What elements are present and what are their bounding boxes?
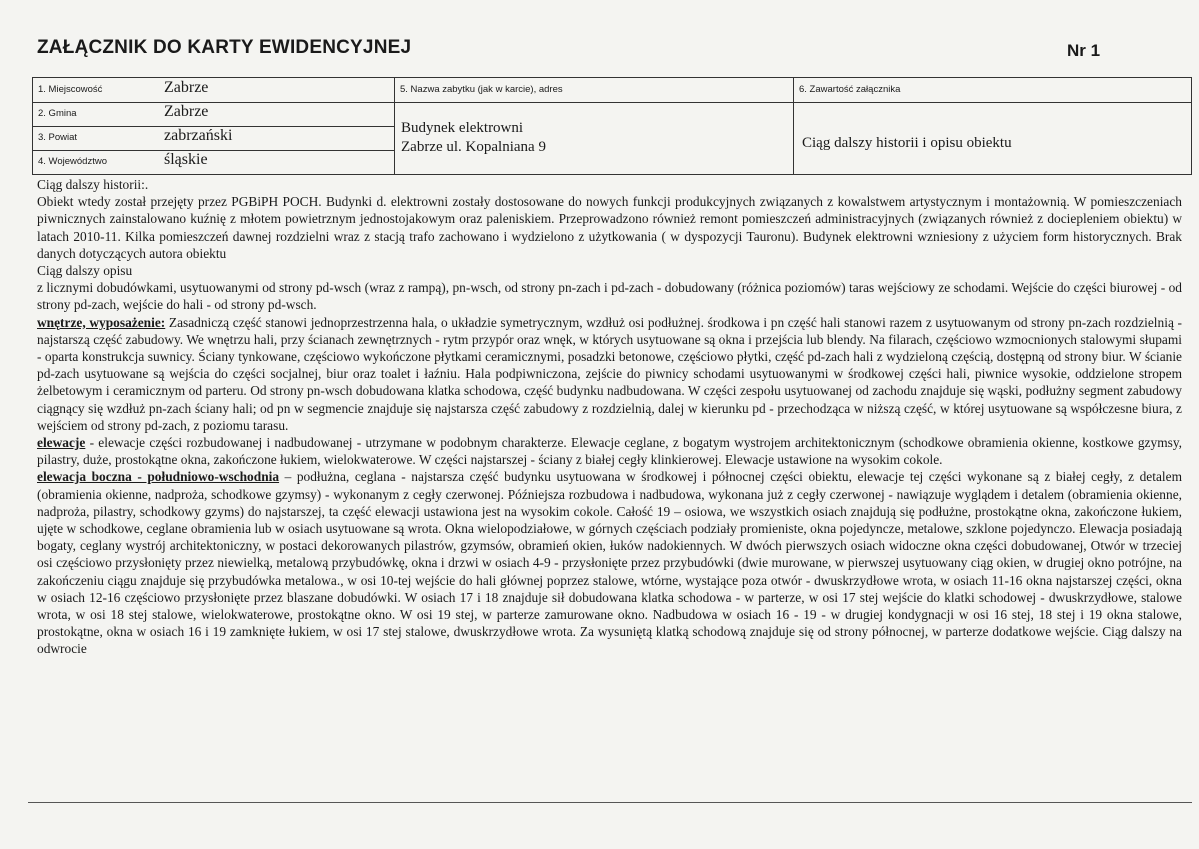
document-body — [37, 176, 1182, 658]
field-miejscowosc — [33, 78, 394, 103]
description-heading: Ciąg dalszy opisu — [37, 263, 133, 279]
history-text: Obiekt wtedy został przejęty przez PGBiPH POCH. Budynki d. elektrowni zostały dostosowane do nowych funkcji produkcyjnych związanych z kowalstwem artystycznym i montażownią. W pomieszczeniach piwnicznych zainstalowano kuźnię z młotem powietrznym jednostojakowym oraz paleniskiem. Przeprowadzono również remont pomieszczeń administracyjnych (związanych również z dociepleniem obiektu) w latach 2010-11. Kilka pomieszczeń dawnej rozdzielni wraz z stacją trafo zachowano i wydzielono z użytkowania ( w dyspozycji Tauronu). Budynek elektrowni wzniesiony z użyciem form historycznych. Brak danych dotyczących autora obiektu — [37, 194, 1182, 261]
monument-name-address — [401, 119, 546, 157]
attachment-label: 6. Zawartość załącznika — [799, 84, 901, 95]
side-elevation-heading: elewacja boczna - południowo-wschodnia — [37, 469, 280, 485]
divider — [794, 102, 1191, 103]
monument-label: 5. Nazwa zabytku (jak w karcie), adres — [400, 84, 563, 95]
monument-column — [395, 78, 794, 174]
history-heading: Ciąg dalszy historii:. — [37, 177, 149, 192]
field-label: 4. Województwo — [38, 156, 107, 167]
divider — [395, 102, 793, 103]
attachment-column — [794, 78, 1191, 174]
elevations-paragraph — [37, 434, 1182, 468]
bottom-rule — [28, 802, 1192, 803]
attachment-content: Ciąg dalszy historii i opisu obiektu — [802, 135, 1012, 151]
field-label: 2. Gmina — [38, 108, 77, 119]
elevations-text: - elewacje części rozbudowanej i nadbudowanej - utrzymane w podobnym charakterze. Elewacje ceglane, z bogatym wystrojem architektonicznym (schodkowe obramienia okienne, kostkowe gzymsy, pilastry, duże, prostokątne okna, zakończone łukiem, wielokwaterowe. W części najstarszej - ściany z białej cegły klinkierowej. Elewacje ustawione na wysokim cokole. — [37, 435, 1182, 468]
field-value: zabrzański — [164, 127, 233, 144]
interior-text: Zasadniczą część stanowi jednoprzestrzenna hala, o układzie symetrycznym, wzdłuż osi podłużnej. środkowa i pn część hali stanowi razem z usytuowanym od strony pn-zach rozdzielnią - najstarszą część zabudowy. We wnętrzu hali, przy ścianach zewnętrznych - rytm przypór oraz wnęk, w których usytuowane są okna i przejścia lub blendy. Na filarach, częściowo wzmocnionych stalowymi słupami - oparta konstrukcja suwnicy. Ściany tynkowane, częściowo wykończone płytkami ceramicznymi, posadzki betonowe, częściowo płytki, część pd-zach hali z wydzieloną częścią, dostępną od strony biur. W ścianie pd-zach usytuowane są wejścia do części socjalnej, biur oraz toalet i łaźniu. Hala podpiwniczona, zejście do piwnicy schodami usytuowanymi w środkowej części hali, piwnice wysokie, oddzielone stropem żelbetowym i ceramicznym od parteru. Od strony pn-wsch dobudowana klatka schodowa, część budynku nadbudowana. W części zespołu usytuowanej od zachodu znajduje się wąski, podłużny segment zabudowy ciągnący się wzdłuż pn-zach ściany hali; od pn w segmencie znajduje się najstarsza część zabudowy z rozdzielnią, dalej w kierunku pd - przechodząca w niższą część, w której usytuowane są współczesne biura, z wejściem od strony pd-zach, z poziomu tarasu. — [37, 314, 1182, 433]
field-value: Zabrze — [164, 103, 209, 120]
document-number: Nr 1 — [1067, 41, 1101, 60]
interior-paragraph — [37, 314, 1182, 434]
elevations-heading: elewacje — [37, 435, 86, 451]
field-label: 3. Powiat — [38, 132, 78, 143]
description-text: z licznymi dobudówkami, usytuowanymi od strony pd-wsch (wraz z rampą), pn-wsch, od strony pn-zach i pd-zach - dobudowany (różnica poziomów) taras wejściowy ze schodami. Wejście do części biurowej - od strony pd-zach, wejście do hali - od strony pd-wsch. — [37, 280, 1182, 313]
field-gmina — [33, 102, 394, 127]
field-value: Zabrze — [164, 79, 209, 96]
location-column — [33, 78, 395, 174]
interior-heading: wnętrze, wyposażenie: — [37, 314, 166, 330]
document-title: ZAŁĄCZNIK DO KARTY EWIDENCYJNEJ — [37, 37, 412, 58]
field-wojewodztwo — [33, 150, 394, 174]
monument-name: Budynek elektrowni — [401, 120, 524, 136]
field-powiat — [33, 126, 394, 151]
header-table — [32, 77, 1192, 175]
monument-address: Zabrze ul. Kopalniana 9 — [401, 139, 546, 155]
side-elevation-paragraph — [37, 468, 1182, 657]
side-elevation-text: – podłużna, ceglana - najstarsza część budynku usytuowana w środkowej i północnej części obiektu, elewacje tej części wykonane są z białej cegły, z detalem (obramienia okienne, nadproża, schodkowe gzymsy) - wykonanym z cegły czerwonej. Późniejsza rozbudowa i nadbudowa, wykonana już z cegły czerwonej - nawiązuje wyglądem i detalem (obramienia okienne, nadproża, pilastry, schodkowy gzyms) do najstarszej, ta część elewacji ustawiona jest na wysokim cokole. Całość 19 – osiowa, we wszystkich osiach znajdują się podłużne, prostokątne okna, zakończone łukiem, ujęte w schodkowe, ceglane obramienia lub w osiach usytuowane są wrota. Okna wielopodziałowe, w górnych częściach podziały promieniste, okna pojedyncze, metalowe, szklone pojedynczo. Elewacja posiadają bogaty, ceglany wystrój architektoniczny, w postaci dekorowanych pilastrów, gzymsów, obramień okien, łuków nadokiennych. W dwóch pierwszych osiach widoczne okna części dobudowanej, Otwór w trzeciej osi częściowo przysłonięty przez niewielką, metalową przybudówkę, okna i drzwi w osiach 4-9 - przysłonięte przez przybudówki (dwie murowane, w pierwszej usytuowany ciąg okien, w drugiej okno potrójne, na zakończeniu ciągu znajduje się przybudówka metalowa., w osi 10-tej wejście do hali głównej poprzez stalowe, wtórne, wystające poza otwór - dwuskrzydłowe wrota, w osiach 11-16 okna najstarszej części, okna w osiach 12-16 częściowo przysłonięte przez blaszane dobudówki. W osiach 17 i 18 znajduje sił dobudowana klatka schodowa - w parterze, w osi 17 stej wejście do klatki schodowej - dwuskrzydłowe, stalowe wrota, w osi 18 stej stalowe, wielokwaterowe, prostokątne okno. W osi 19 stej, w parterze zamurowane okno. Nadbudowa w osiach 16 - 19 - w drugiej kondygnacji w osi 16 stej, 18 stej i 19 okna stalowe, prostokątne, okna w osiach 16 i 19 zamknięte łukiem, w osi 17 stej stalowe, dwuskrzydłowe wrota. Za wysuniętą klatką schodową znajduje się od strony północnej, w parterze dodatkowe wejście. Ciąg dalszy na odwrocie — [37, 469, 1182, 657]
field-label: 1. Miejscowość — [38, 84, 103, 95]
field-value: śląskie — [164, 151, 208, 168]
